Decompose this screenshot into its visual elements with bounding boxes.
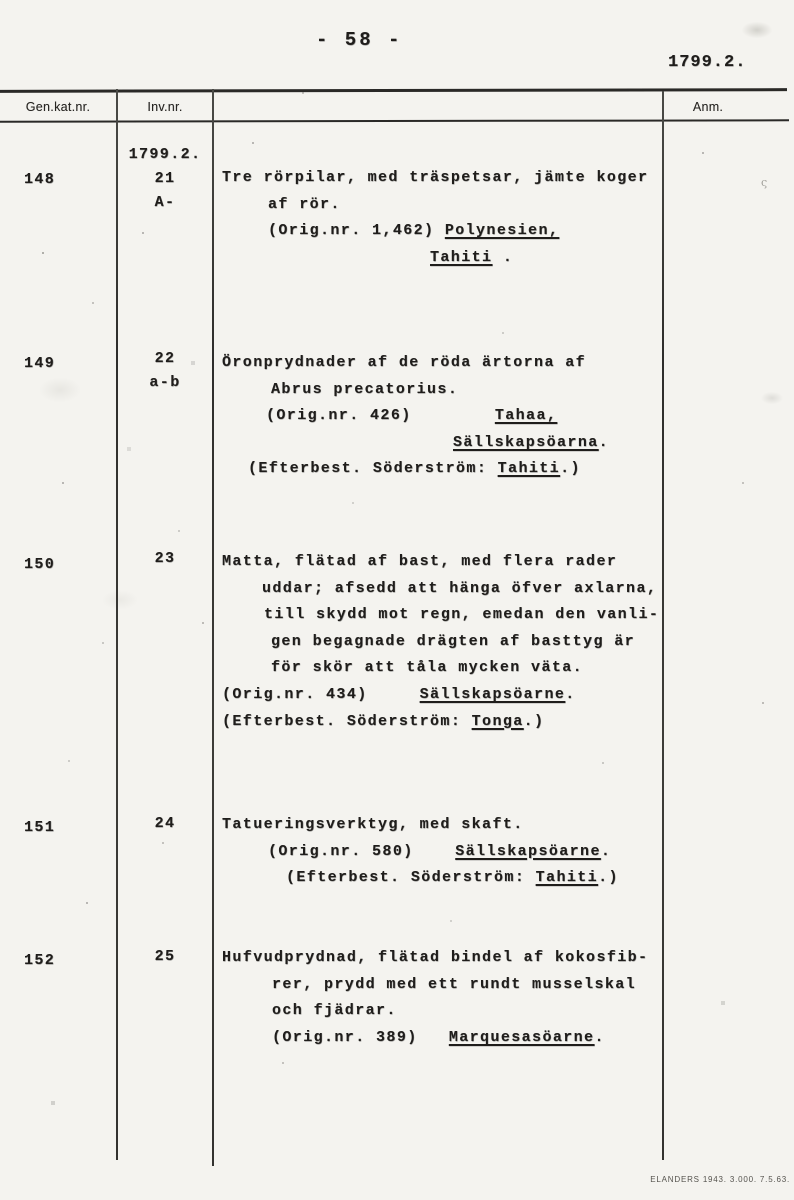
description-line [222, 948, 648, 968]
description-line [272, 1001, 397, 1021]
text-segment: rer, prydd med ett rundt musselskal [272, 975, 637, 993]
description-line [222, 712, 544, 732]
column-divider-2 [212, 89, 214, 1166]
description-line [268, 842, 611, 862]
text-segment: (Efterbest. Söderström: [222, 712, 472, 730]
text-segment: (Efterbest. Söderström: [248, 460, 498, 478]
description-line [264, 605, 659, 625]
table-rule-top [0, 88, 787, 93]
text-segment: af rör. [268, 195, 341, 213]
inventory-number-line: 21 [154, 170, 176, 187]
text-segment: Öronprydnader af de röda ärtorna af [222, 354, 587, 371]
text-segment: .) [523, 712, 545, 730]
description-line [266, 406, 557, 426]
table-rule-header-bottom [0, 119, 789, 122]
text-segment: och fjädrar. [272, 1002, 397, 1020]
place-name-underlined: Tahiti [535, 869, 599, 887]
text-segment: (Orig.nr. 389) [272, 1028, 449, 1046]
printer-imprint: ELANDERS 1943. 3.000. 7.5.63. [650, 1175, 790, 1184]
text-segment: . [492, 248, 514, 266]
text-segment: . [594, 1028, 605, 1046]
text-segment: Matta, flätad af bast, med flera rader [222, 553, 618, 570]
place-name-underlined: Marquesasöarne [448, 1028, 595, 1046]
inventory-number-line: 25 [154, 948, 176, 965]
column-divider-3 [662, 91, 664, 1160]
place-name-underlined: Sällskapsöarne [419, 686, 566, 703]
text-segment: . [598, 433, 610, 451]
text-segment: . [600, 842, 612, 860]
description-line [268, 195, 341, 215]
text-segment: (Orig.nr. 434) [222, 686, 420, 703]
column-header-anm: Anm. [692, 100, 724, 114]
ink-smudge: ς [761, 176, 768, 189]
description-line [286, 868, 619, 888]
description-line [222, 815, 524, 835]
description-line [271, 658, 583, 678]
inventory-number-line: 1799.2. [128, 146, 202, 163]
text-segment: (Orig.nr. 580) [268, 842, 456, 860]
text-segment: .) [560, 460, 581, 478]
inventory-number-line: 22 [154, 350, 176, 367]
genkat-number: 148 [24, 171, 56, 188]
description-line [268, 221, 559, 241]
description-line [222, 552, 617, 572]
place-name-underlined: Sällskapsöarne [455, 842, 601, 860]
place-name-underlined: Tahaa, [494, 407, 558, 425]
place-name-underlined: Tonga [471, 712, 524, 730]
genkat-number: 149 [24, 355, 56, 372]
description-line [271, 632, 635, 652]
description-line [453, 433, 609, 453]
text-segment: . [565, 686, 576, 703]
genkat-number: 152 [24, 952, 56, 969]
description-line [271, 380, 458, 400]
genkat-number: 150 [24, 556, 56, 573]
text-segment: Tatueringsverktyg, med skaft. [222, 816, 524, 833]
column-header-inv: Inv.nr. [147, 100, 183, 114]
description-line [430, 248, 513, 268]
place-name-underlined: Polynesien, [444, 222, 560, 240]
description-line [272, 1028, 605, 1048]
description-line [222, 353, 586, 373]
text-segment: uddar; afsedd att hänga öfver axlarna, [262, 579, 658, 597]
text-segment: gen begagnade drägten af basttyg är [271, 632, 636, 650]
page-number: - 58 - [316, 29, 403, 51]
text-segment: (Orig.nr. 426) [266, 407, 495, 425]
text-segment: Tre rörpilar, med träspetsar, jämte koger [222, 169, 649, 186]
text-segment: för skör att tåla mycken väta. [271, 659, 584, 677]
text-segment: Abrus precatorius. [271, 380, 459, 398]
description-line [262, 579, 657, 599]
column-divider-1 [116, 89, 118, 1160]
text-segment: (Orig.nr. 1,462) [268, 222, 445, 240]
inventory-number-line: 24 [154, 815, 176, 832]
inventory-number-line: 23 [154, 550, 176, 567]
text-segment: .) [598, 869, 619, 887]
inventory-number-line: a-b [149, 374, 181, 391]
text-segment: till skydd mot regn, emedan den vanli- [264, 606, 660, 624]
place-name-underlined: Tahiti [497, 460, 561, 478]
catalog-reference: 1799.2. [668, 53, 747, 72]
genkat-number: 151 [24, 819, 56, 836]
place-name-underlined: Sällskapsöarna [453, 433, 599, 451]
description-line [272, 975, 636, 995]
inventory-number-line: A- [154, 194, 176, 211]
description-line [222, 685, 576, 705]
paper-noise [0, 0, 2, 2]
column-header-genkat: Gen.kat.nr. [25, 100, 91, 114]
text-segment: Hufvudprydnad, flätad bindel af kokosfib- [222, 949, 649, 966]
place-name-underlined: Tahiti [430, 248, 493, 266]
description-line [248, 459, 581, 479]
description-line [222, 168, 648, 188]
text-segment: (Efterbest. Söderström: [286, 869, 536, 887]
